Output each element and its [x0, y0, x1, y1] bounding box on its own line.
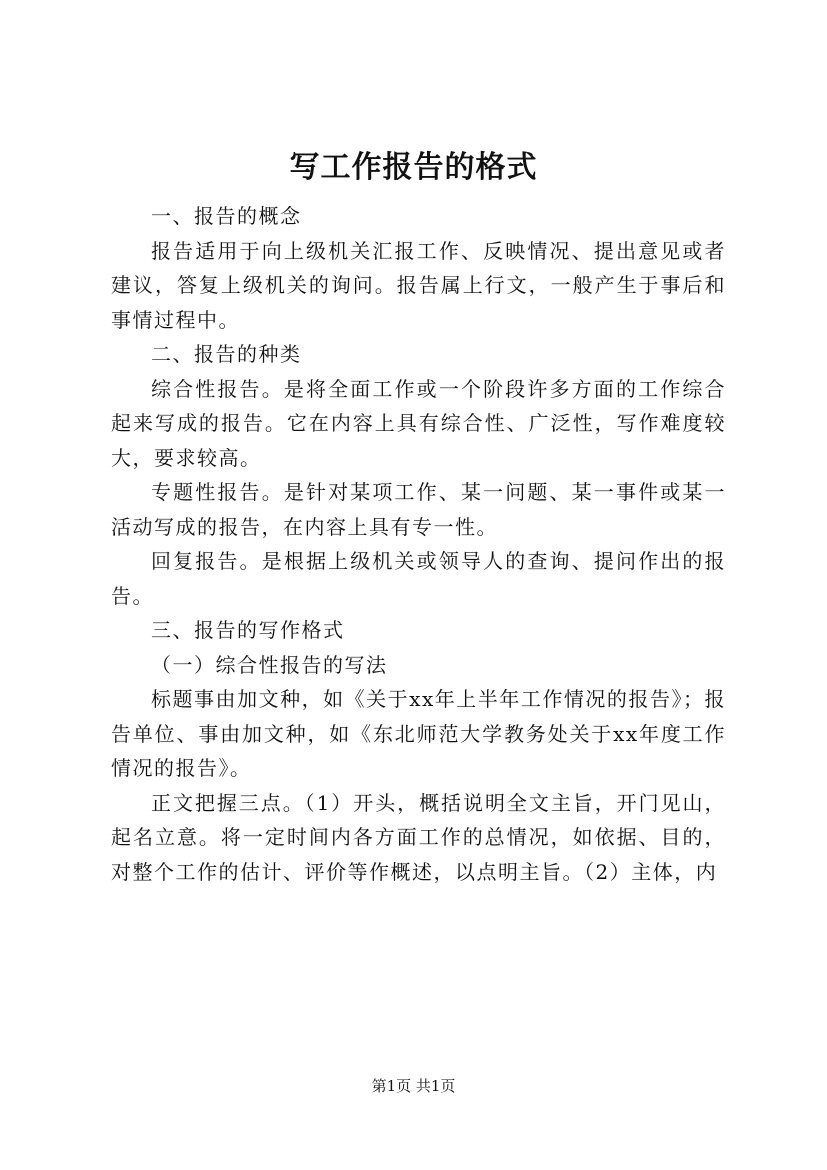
paragraph-body-format: 正文把握三点。（1）开头，概括说明全文主旨，开门见山，起名立意。将一定时间内各方面工作的总情况，如依据、目的，对整个工作的估计、评价等作概述，以点明主旨。（2）主体，内: [111, 790, 726, 884]
document-body: [111, 199, 726, 889]
section-heading-concept: 一、报告的概念: [151, 204, 302, 228]
paragraph-title-format: 标题事由加文种，如《关于xx年上半年工作情况的报告》；报告单位、事由加文种，如《东北师范大学教务处关于xx年度工作情况的报告》。: [111, 687, 726, 780]
paragraph-concept: 报告适用于向上级机关汇报工作、反映情况、提出意见或者建议，答复上级机关的询问。报告属上行文，一般产生于事后和事情过程中。: [111, 238, 726, 332]
page-number-footer: 第1页 共1页: [371, 1077, 456, 1095]
paragraph-comprehensive-report: 综合性报告。是将全面工作或一个阶段许多方面的工作综合起来写成的报告。它在内容上具有综合性、广泛性，写作难度较大，要求较高。: [111, 376, 726, 470]
paragraph-reply-report: 回复报告。是根据上级机关或领导人的查询、提问作出的报告。: [111, 549, 726, 608]
paragraph-special-report: 专题性报告。是针对某项工作、某一问题、某一事件或某一活动写成的报告，在内容上具有专一性。: [111, 480, 726, 539]
subsection-heading-comprehensive: （一）综合性报告的写法: [151, 652, 388, 677]
section-heading-types: 二、报告的种类: [151, 342, 302, 366]
document-title: 写工作报告的格式: [289, 150, 538, 185]
section-heading-format: 三、报告的写作格式: [151, 618, 345, 642]
